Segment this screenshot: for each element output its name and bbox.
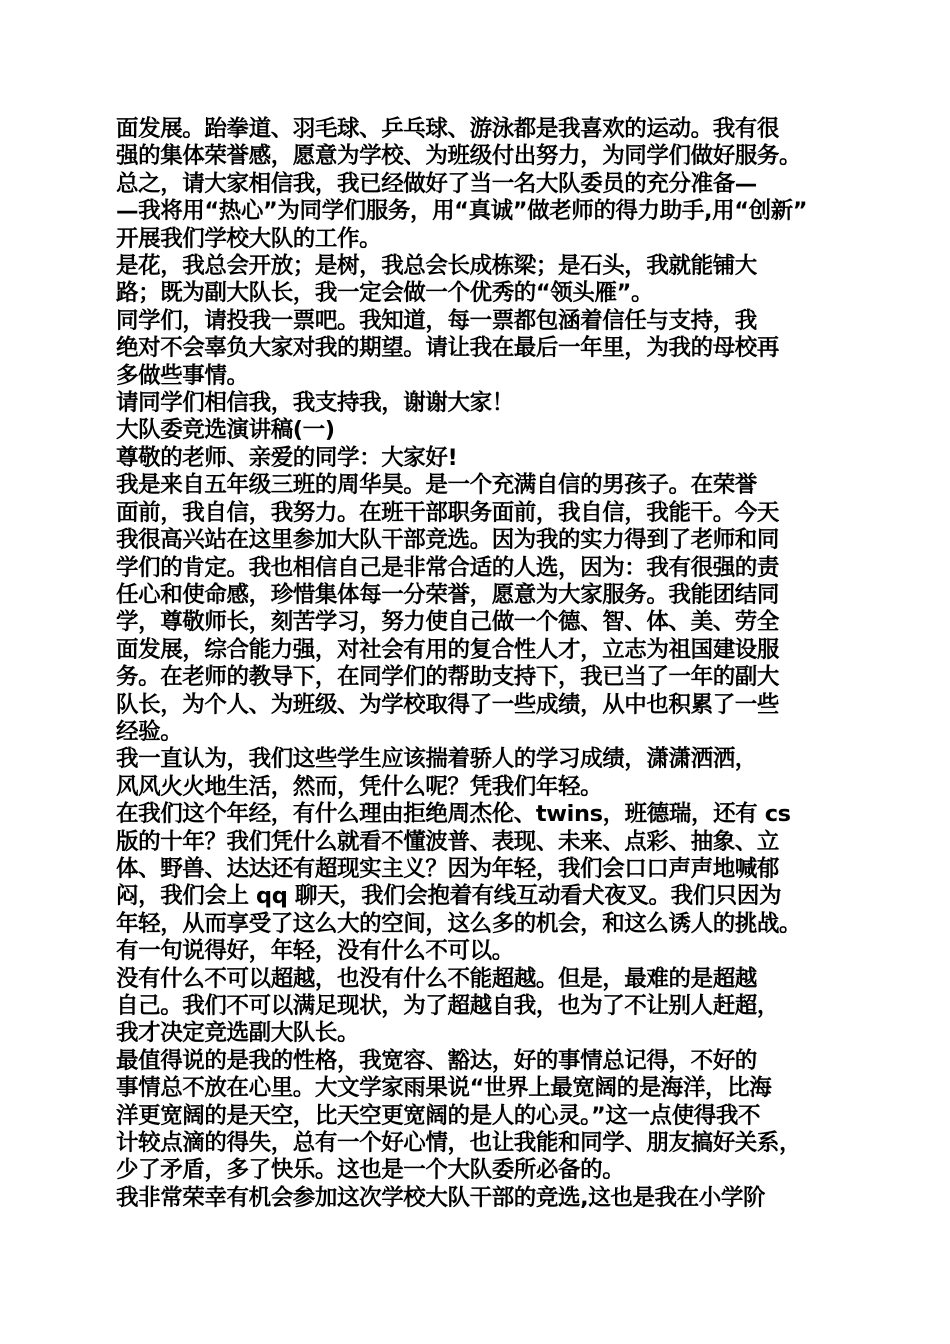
text-line: 体、野兽、达达还有超现实主义？因为年轻，我们会口口声声地喊郁 <box>116 855 780 882</box>
text-line: 洋更宽阔的是天空，比天空更宽阔的是人的心灵。”这一点使得我不 <box>116 1102 761 1129</box>
text-line: 请同学们相信我，我支持我，谢谢大家！ <box>116 390 514 417</box>
text-line: 自己。我们不可以满足现状，为了超越自我，也为了不让别人赶超， <box>116 993 780 1019</box>
text-line: 在我们这个年经，有什么理由拒绝周杰伦、twins，班德瑞，还有 cs <box>116 801 791 828</box>
text-line: 闷，我们会上 qq 聊天，我们会抱着有线互动看犬夜叉。我们只因为 <box>116 883 782 910</box>
text-line: 学，尊敬师长，刻苦学习，努力使自己做一个德、智、体、美、劳全 <box>116 609 780 636</box>
text-line: 计较点滴的得失，总有一个好心情，也让我能和同学、朋友搞好关系， <box>116 1130 802 1157</box>
section-title: 大队委竞选演讲稿(一) <box>116 417 335 444</box>
text-line: 路；既为副大队长，我一定会做一个优秀的“领头雁”。 <box>116 280 654 307</box>
text-line: 我一直认为，我们这些学生应该揣着骄人的学习成绩，潇潇洒洒， <box>116 746 757 773</box>
text-line: 最值得说的是我的性格，我宽容、豁达，好的事情总记得，不好的 <box>116 1047 757 1074</box>
text-line: 学们的肯定。我也相信自己是非常合适的人选，因为：我有很强的责 <box>116 554 780 581</box>
text-line: —我将用“热心”为同学们服务，用“真诚”做老师的得力助手,用“创新” <box>116 198 808 225</box>
text-line: 没有什么不可以超越，也没有什么不能超越。但是，最难的是超越 <box>116 965 757 992</box>
text-line: 我是来自五年级三班的周华昊。是一个充满自信的男孩子。在荣誉 <box>116 472 757 499</box>
text-line: 面发展，综合能力强，对社会有用的复合性人才，立志为祖国建设服 <box>116 636 780 663</box>
body-text <box>116 116 852 1212</box>
text-line: 总之，请大家相信我，我已经做好了当一名大队委员的充分准备— <box>116 170 757 197</box>
text-line: 少了矛盾，多了快乐。这也是一个大队委所必备的。 <box>116 1157 625 1184</box>
text-line: 是花，我总会开放；是树，我总会长成栋梁；是石头，我就能铺大 <box>116 253 757 280</box>
text-line: 任心和使命感，珍惜集体每一分荣誉，愿意为大家服务。我能团结同 <box>116 581 780 608</box>
text-line: 版的十年？我们凭什么就看不懂波普、表现、未来、点彩、抽象、立 <box>116 828 780 855</box>
text-line: 经验。 <box>116 718 183 745</box>
text-line: 面发展。跆拳道、羽毛球、乒乓球、游泳都是我喜欢的运动。我有很 <box>116 116 780 142</box>
text-line: 绝对不会辜负大家对我的期望。请让我在最后一年里，为我的母校再 <box>116 335 780 362</box>
text-line: 多做些事情。 <box>116 362 249 389</box>
text-line: 有一句说得好，年轻，没有什么不可以。 <box>116 938 514 965</box>
greeting-line: 尊敬的老师、亲爱的同学：大家好! <box>116 444 458 471</box>
text-line: 我非常荣幸有机会参加这次学校大队干部的竞选,这也是我在小学阶 <box>116 1184 766 1211</box>
text-line: 队长，为个人、为班级、为学校取得了一些成绩，从中也积累了一些 <box>116 691 780 718</box>
text-line: 事情总不放在心里。大文学家雨果说“世界上最宽阔的是海洋，比海 <box>116 1075 772 1102</box>
text-line: 同学们，请投我一票吧。我知道，每一票都包涵着信任与支持，我 <box>116 307 757 334</box>
text-line: 强的集体荣誉感，愿意为学校、为班级付出努力，为同学们做好服务。 <box>116 143 802 170</box>
text-line: 开展我们学校大队的工作。 <box>116 225 382 252</box>
text-line: 我很高兴站在这里参加大队干部竞选。因为我的实力得到了老师和同 <box>116 527 780 554</box>
text-line: 我才决定竞选副大队长。 <box>116 1020 360 1047</box>
text-line: 风风火火地生活，然而，凭什么呢？凭我们年轻。 <box>116 773 603 800</box>
text-line: 年轻，从而享受了这么大的空间，这么多的机会，和这么诱人的挑战。 <box>116 910 802 937</box>
text-line: 面前，我自信，我努力。在班干部职务面前，我自信，我能干。今天 <box>116 499 780 526</box>
text-line: 务。在老师的教导下，在同学们的帮助支持下，我已当了一年的副大 <box>116 664 780 691</box>
